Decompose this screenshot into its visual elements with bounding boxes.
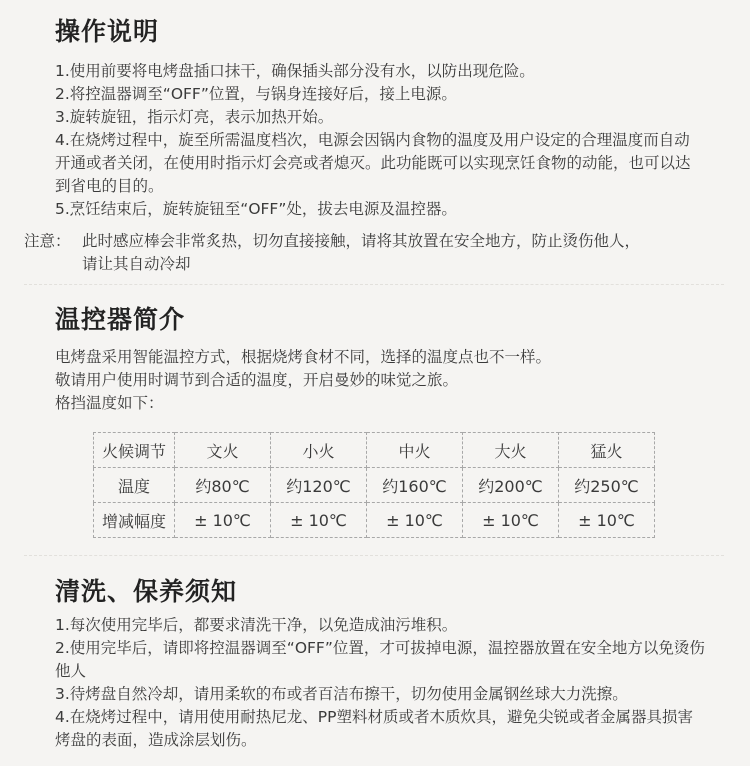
- table-cell: 约200℃: [463, 468, 559, 503]
- intro-line: 电烤盘采用智能温控方式，根据烧烤食材不同，选择的温度点也不一样。: [55, 348, 552, 366]
- table-cell: ± 10℃: [463, 503, 559, 538]
- table-cell: 猛火: [559, 433, 655, 468]
- care-item: 4.在烧烤过程中，请用使用耐热尼龙、PP塑料材质或者木质炊具，避免尖锐或者金属器具损害烤盘的表面，造成涂层划伤。: [55, 708, 693, 749]
- table-cell: 增减幅度: [94, 503, 175, 538]
- operation-instructions: [55, 60, 705, 221]
- operation-section-title: 操作说明: [55, 17, 160, 46]
- table-cell: 温度: [94, 468, 175, 503]
- section-divider: [24, 555, 724, 556]
- table-row-temperature: [94, 468, 655, 503]
- table-cell: 小火: [271, 433, 367, 468]
- table-cell: ± 10℃: [175, 503, 271, 538]
- temperature-table: [93, 432, 655, 538]
- note-text-continued: 请让其自动冷却: [82, 255, 191, 273]
- table-cell: ± 10℃: [367, 503, 463, 538]
- care-instructions: [55, 614, 705, 752]
- safety-note: [24, 230, 714, 276]
- instruction-item: 1.使用前要将电烤盘插口抹干，确保插头部分没有水，以防出现危险。: [55, 62, 535, 80]
- care-item: 2.使用完毕后，请即将控温器调至“OFF”位置，才可拔掉电源，温控器放置在安全地方以免烫伤他人: [55, 639, 705, 680]
- table-cell: 文火: [175, 433, 271, 468]
- table-cell: 约120℃: [271, 468, 367, 503]
- intro-line: 敬请用户使用时调节到合适的温度，开启曼妙的味觉之旅。: [55, 371, 459, 389]
- note-label: 注意：: [24, 232, 71, 250]
- table-row-range: [94, 503, 655, 538]
- controller-section-title: 温控器简介: [55, 305, 186, 334]
- note-text: 此时感应棒会非常炙热，切勿直接接触，请将其放置在安全地方，防止烫伤他人，: [82, 232, 641, 250]
- care-item: 1.每次使用完毕后，都要求清洗干净，以免造成油污堆积。: [55, 616, 458, 634]
- table-cell: 大火: [463, 433, 559, 468]
- table-cell: 约80℃: [175, 468, 271, 503]
- intro-line: 格挡温度如下：: [55, 394, 164, 412]
- instruction-item: 3.旋转旋钮，指示灯亮，表示加热开始。: [55, 108, 334, 126]
- care-item: 3.待烤盘自然冷却，请用柔软的布或者百洁布擦干，切勿使用金属钢丝球大力洗擦。: [55, 685, 628, 703]
- section-divider: [24, 284, 724, 285]
- instruction-item: 4.在烧烤过程中，旋至所需温度档次，电源会因锅内食物的温度及用户设定的合理温度而自动开通或者关闭，在使用时指示灯会亮或者熄灭。此功能既可以实现烹饪食物的动能，也可以达到省电的目的。: [55, 131, 691, 195]
- table-cell: 中火: [367, 433, 463, 468]
- instruction-item: 2.将控温器调至“OFF”位置，与锅身连接好后，接上电源。: [55, 85, 457, 103]
- instruction-item: 5.烹饪结束后，旋转旋钮至“OFF”处，拔去电源及温控器。: [55, 200, 457, 218]
- table-row-header: [94, 433, 655, 468]
- care-section-title: 清洗、保养须知: [55, 577, 238, 606]
- table-cell: ± 10℃: [559, 503, 655, 538]
- table-cell: ± 10℃: [271, 503, 367, 538]
- table-cell: 火候调节: [94, 433, 175, 468]
- table-cell: 约250℃: [559, 468, 655, 503]
- controller-intro: [55, 346, 705, 415]
- table-cell: 约160℃: [367, 468, 463, 503]
